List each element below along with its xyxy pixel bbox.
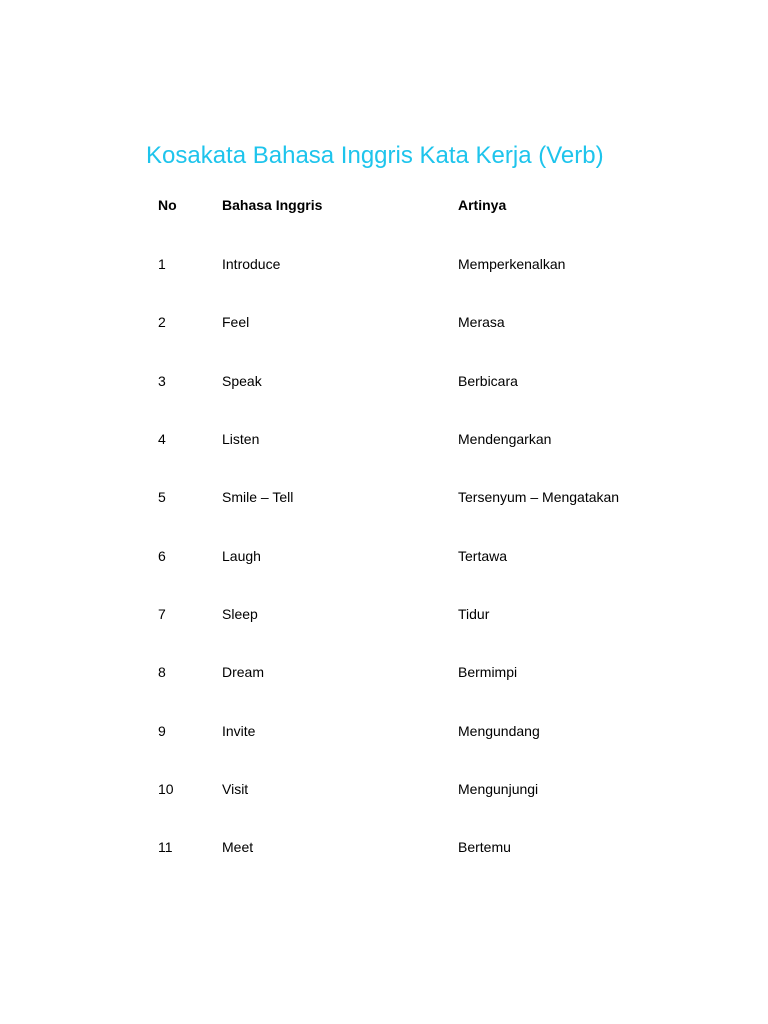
table-row <box>158 249 658 279</box>
row-number: 4 <box>158 431 166 447</box>
row-english-word: Laugh <box>222 548 261 564</box>
row-english-word: Dream <box>222 664 265 680</box>
table-row <box>158 657 658 687</box>
table-row <box>158 832 658 862</box>
table-row <box>158 599 658 629</box>
table-row <box>158 482 658 512</box>
row-meaning: Mengunjungi <box>458 781 539 797</box>
row-meaning: Berbicara <box>458 373 518 389</box>
row-number: 3 <box>158 373 166 389</box>
row-number: 6 <box>158 548 166 564</box>
header-english: Bahasa Inggris <box>222 197 323 213</box>
row-number: 2 <box>158 314 166 330</box>
row-number: 5 <box>158 489 166 505</box>
header-no: No <box>158 197 177 213</box>
row-number: 10 <box>158 781 174 797</box>
row-number: 1 <box>158 256 166 272</box>
table-row <box>158 366 658 396</box>
row-meaning: Tersenyum – Mengatakan <box>458 489 620 505</box>
row-meaning: Mengundang <box>458 723 540 739</box>
header-meaning: Artinya <box>458 197 507 213</box>
row-english-word: Feel <box>222 314 250 330</box>
row-meaning: Tertawa <box>458 548 508 564</box>
row-number: 9 <box>158 723 166 739</box>
table-row <box>158 424 658 454</box>
row-number: 7 <box>158 606 166 622</box>
table-header-row <box>158 190 658 220</box>
row-meaning: Bertemu <box>458 839 511 855</box>
row-english-word: Introduce <box>222 256 281 272</box>
row-english-word: Sleep <box>222 606 258 622</box>
row-meaning: Merasa <box>458 314 505 330</box>
row-number: 11 <box>158 839 173 855</box>
row-english-word: Meet <box>222 839 254 855</box>
row-meaning: Mendengarkan <box>458 431 552 447</box>
row-meaning: Bermimpi <box>458 664 518 680</box>
table-row <box>158 774 658 804</box>
table-row <box>158 307 658 337</box>
row-english-word: Invite <box>222 723 256 739</box>
row-english-word: Visit <box>222 781 249 797</box>
row-english-word: Listen <box>222 431 260 447</box>
row-number: 8 <box>158 664 166 680</box>
row-meaning: Tidur <box>458 606 490 622</box>
row-english-word: Smile – Tell <box>222 489 294 505</box>
row-meaning: Memperkenalkan <box>458 256 566 272</box>
row-english-word: Speak <box>222 373 262 389</box>
table-row <box>158 716 658 746</box>
table-row <box>158 541 658 571</box>
document-title: Kosakata Bahasa Inggris Kata Kerja (Verb) <box>146 142 604 169</box>
